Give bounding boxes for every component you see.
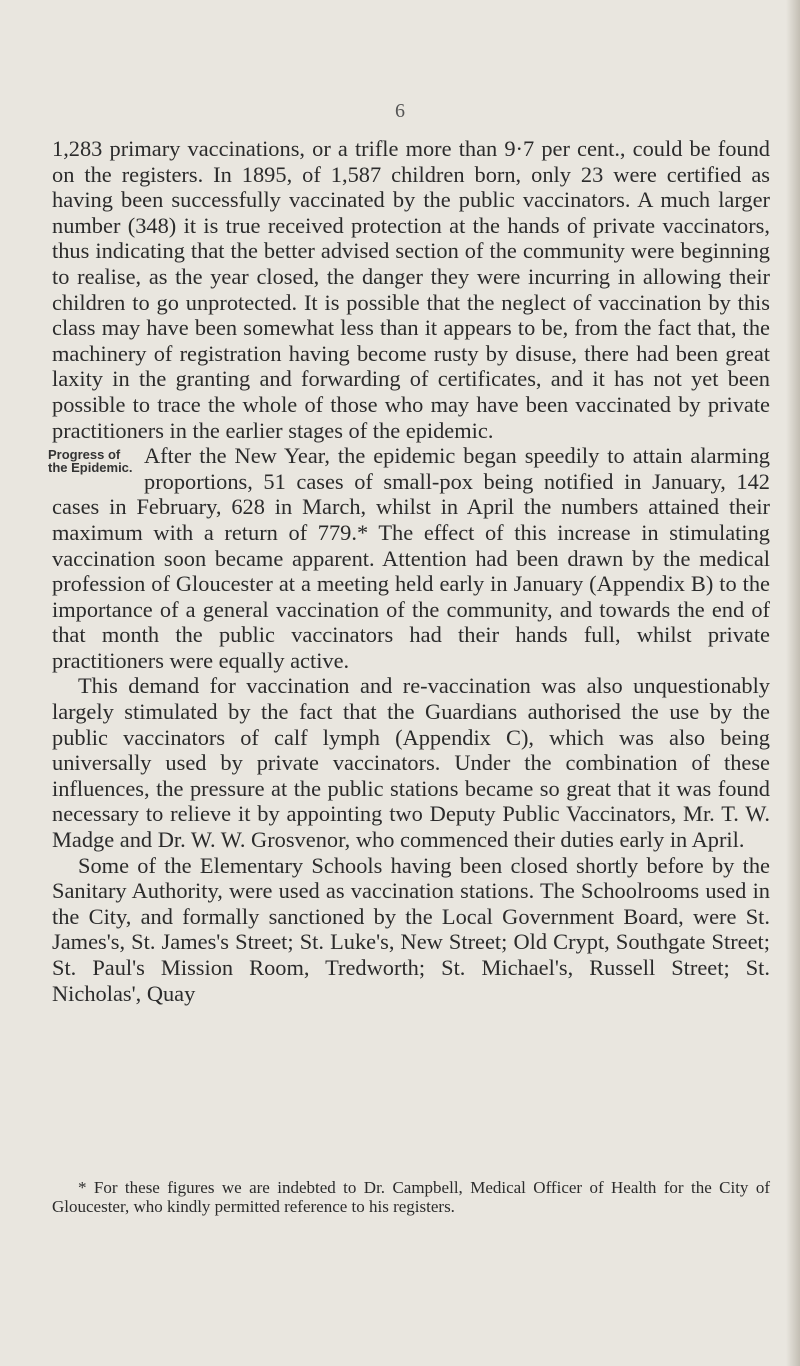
body-text: [48, 136, 770, 1006]
page-edge-shadow: [786, 0, 800, 1366]
page-number: 6: [395, 100, 405, 122]
paragraph-3: This demand for vaccination and re-vaccination was also unquestionably largely stimulated by the fact that the Guardians authorised the use by the public vaccinators of calf lymph (Appendix C), which was also being universally used by private vaccinators. Under the combination of these influences, the pressure at the public stations became so great that it was found necessary to relieve it by appointing two Deputy Public Vaccinators, Mr. T. W. Madge and Dr. W. W. Grosvenor, who commenced their duties early in April.: [52, 673, 770, 853]
paragraph-1: 1,283 primary vaccinations, or a trifle more than 9·7 per cent., could be found on the registers. In 1895, of 1,587 children born, only 23 were certified as having been successfully vaccinated by the public vaccinators. A much larger number (348) it is true received protection at the hands of private vaccinators, thus indicating that the better advised section of the community were beginning to realise, as the year closed, the danger they were incurring in allowing their children to go unprotected. It is possible that the neglect of vaccination by this class may have been somewhat less than it appears to be, from the fact that, the machinery of registration having become rusty by disuse, there had been great laxity in the granting and forwarding of certificates, and it has not yet been possible to trace the whole of those who may have been vaccinated by private practitioners in the earlier stages of the epidemic.: [52, 136, 770, 443]
paragraph-2: After the New Year, the epidemic began speedily to attain alarming proportions, 51 cases of small-pox being notified in January, 142 cases in February, 628 in March, whilst in April the numbers attained their maximum with a return of 779.* The effect of this increase in stimulating vaccination soon became apparent. Attention had been drawn by the medical profession of Gloucester at a meeting held early in January (Appendix B) to the importance of a general vaccination of the community, and towards the end of that month the public vaccinators had their hands full, whilst private practitioners were equally active.: [52, 443, 770, 673]
side-heading-line-2: the Epidemic.: [48, 460, 133, 476]
footnote: [52, 1178, 770, 1216]
paragraph-4: Some of the Elementary Schools having been closed shortly before by the Sanitary Authority, were used as vaccination stations. The Schoolrooms used in the City, and formally sanctioned by the Local Government Board, were St. James's, St. James's Street; St. Luke's, New Street; Old Crypt, Southgate Street; St. Paul's Mission Room, Tredworth; St. Michael's, Russell Street; St. Nicholas', Quay: [52, 852, 770, 1006]
side-heading: [48, 448, 138, 474]
side-heading-line-1: Progress of: [48, 447, 121, 463]
footnote-text: * For these figures we are indebted to Dr. Campbell, Medical Officer of Health for the City of Gloucester, who kindly permitted reference to his registers.: [52, 1178, 770, 1216]
